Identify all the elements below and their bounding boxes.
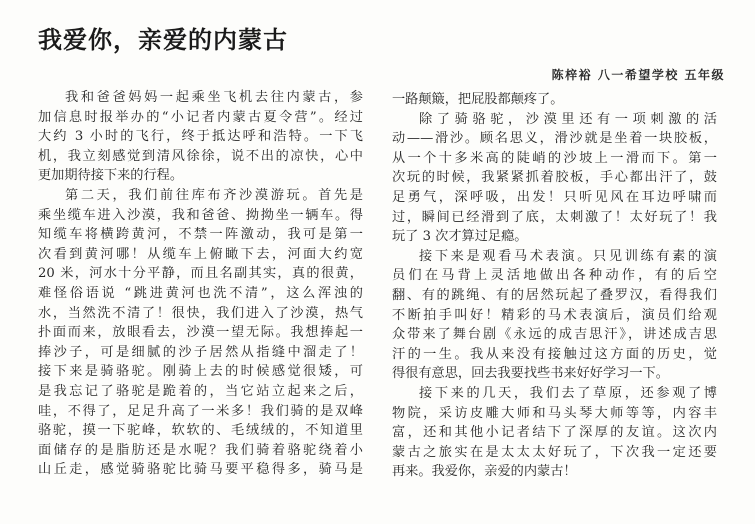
text-line: 接下来的几天，我们去了草原，还参观了博 <box>419 385 717 401</box>
text-line: 得很有意思，回去我要找些书来好好学习一下。 <box>392 366 669 382</box>
text-line: 是我忘记了骆驼是跪着的，当它站立起来之后， <box>38 383 363 399</box>
text-line: 大约 3 小时的飞行，终于抵达呼和浩特。一下飞 <box>38 129 363 145</box>
text-line: 加信息时报举办的“小记者内蒙古夏令营”。经过 <box>38 109 363 125</box>
text-line: 翻、有的跳绳、有的居然玩起了叠罗汉，看得我们 <box>392 287 717 303</box>
text-line: 接下来是骑骆驼。刚骑上去的时候感觉很矮，可 <box>38 364 363 380</box>
text-line: 众带来了舞台剧《永远的成吉思汗》，讲述成吉思 <box>392 327 717 343</box>
text-line: 哇，不得了，足足升高了一米多！我们骑的是双峰 <box>38 403 363 419</box>
text-line: 再来。我爱你，亲爱的内蒙古！ <box>392 464 577 480</box>
text-line: 汗的一生。我从来没有接触过这方面的历史，觉 <box>392 346 717 362</box>
text-line: 山丘走，感觉骑骆驼比骑马要平稳得多，骑马是 <box>38 462 363 478</box>
text-line: 动——滑沙。顾名思义，滑沙就是坐着一块胶板， <box>392 131 717 147</box>
text-line: 20 米，河水十分平静，而且名副其实，真的很黄， <box>38 266 363 282</box>
article-title: 我爱你，亲爱的内蒙古 <box>38 26 288 54</box>
text-line: 不断拍手叫好！精彩的马术表演后，演员们给观 <box>392 307 717 323</box>
text-line: 捧沙子，可是细腻的沙子居然从指缝中溜走了！ <box>38 344 363 360</box>
left-text-column <box>38 88 363 480</box>
text-line: 机，我立刻感觉到清风徐徐，说不出的凉快，心中 <box>38 148 363 164</box>
author-byline: 陈梓裕 八一希望学校 五年级 <box>551 68 725 82</box>
right-text-column <box>392 90 717 482</box>
text-line: 一路颠簸，把屁股都颠疼了。 <box>392 92 564 107</box>
text-line: 富，还和其他小记者结下了深厚的友谊。这次内 <box>392 425 717 441</box>
text-line: 玩了 3 次才算过足瘾。 <box>392 229 528 245</box>
text-line: 第二天，我们前往库布齐沙漠游玩。首先是 <box>65 187 363 203</box>
text-line: 物院，采访皮雕大师和马头琴大师等等，内容丰 <box>392 405 717 421</box>
text-line: 次看到黄河哪！从缆车上俯瞰下去，河面大约宽 <box>38 246 363 262</box>
text-line: 除了骑骆驼，沙漠里还有一项刺激的活 <box>419 111 717 127</box>
text-line: 面储存的是脂肪还是水呢？我们骑着骆驼绕着小 <box>38 442 363 458</box>
text-line: 扑面而来，放眼看去，沙漠一望无际。我想捧起一 <box>38 325 363 341</box>
text-line: 从一个十多米高的陡峭的沙坡上一滑而下。第一 <box>392 150 717 166</box>
text-line: 接下来是观看马术表演。只见训练有素的演 <box>419 248 717 264</box>
text-line: 我和爸爸妈妈一起乘坐飞机去往内蒙古，参 <box>65 90 363 105</box>
text-line: 蒙古之旅实在是太太太好玩了，下次我一定还要 <box>392 444 717 460</box>
text-line: 骆驼，摸一下驼峰，软软的、毛绒绒的，不知道里 <box>38 423 363 439</box>
text-line: 难怪俗语说 “跳进黄河也洗不清”，这么浑浊的 <box>38 285 363 301</box>
text-line: 次玩的时候，我紧紧抓着胶板，手心都出汗了，鼓 <box>392 170 717 186</box>
text-line: 乘坐缆车进入沙漠，我和爸爸、拗拗坐一辆车。得 <box>38 207 363 223</box>
text-line: 水，当然洗不清了！很快，我们进入了沙漠，热气 <box>38 305 363 321</box>
text-line: 员们在马背上灵活地做出各种动作，有的后空 <box>392 268 717 284</box>
text-line: 知缆车将横跨黄河，不禁一阵激动，我可是第一 <box>38 227 363 243</box>
text-line: 足勇气，深呼吸，出发！只听见风在耳边呼啸而 <box>392 189 717 205</box>
text-line: 更加期待接下来的行程。 <box>38 168 184 184</box>
text-line: 过，瞬间已经滑到了底，太刺激了！太好玩了！我 <box>392 209 717 225</box>
